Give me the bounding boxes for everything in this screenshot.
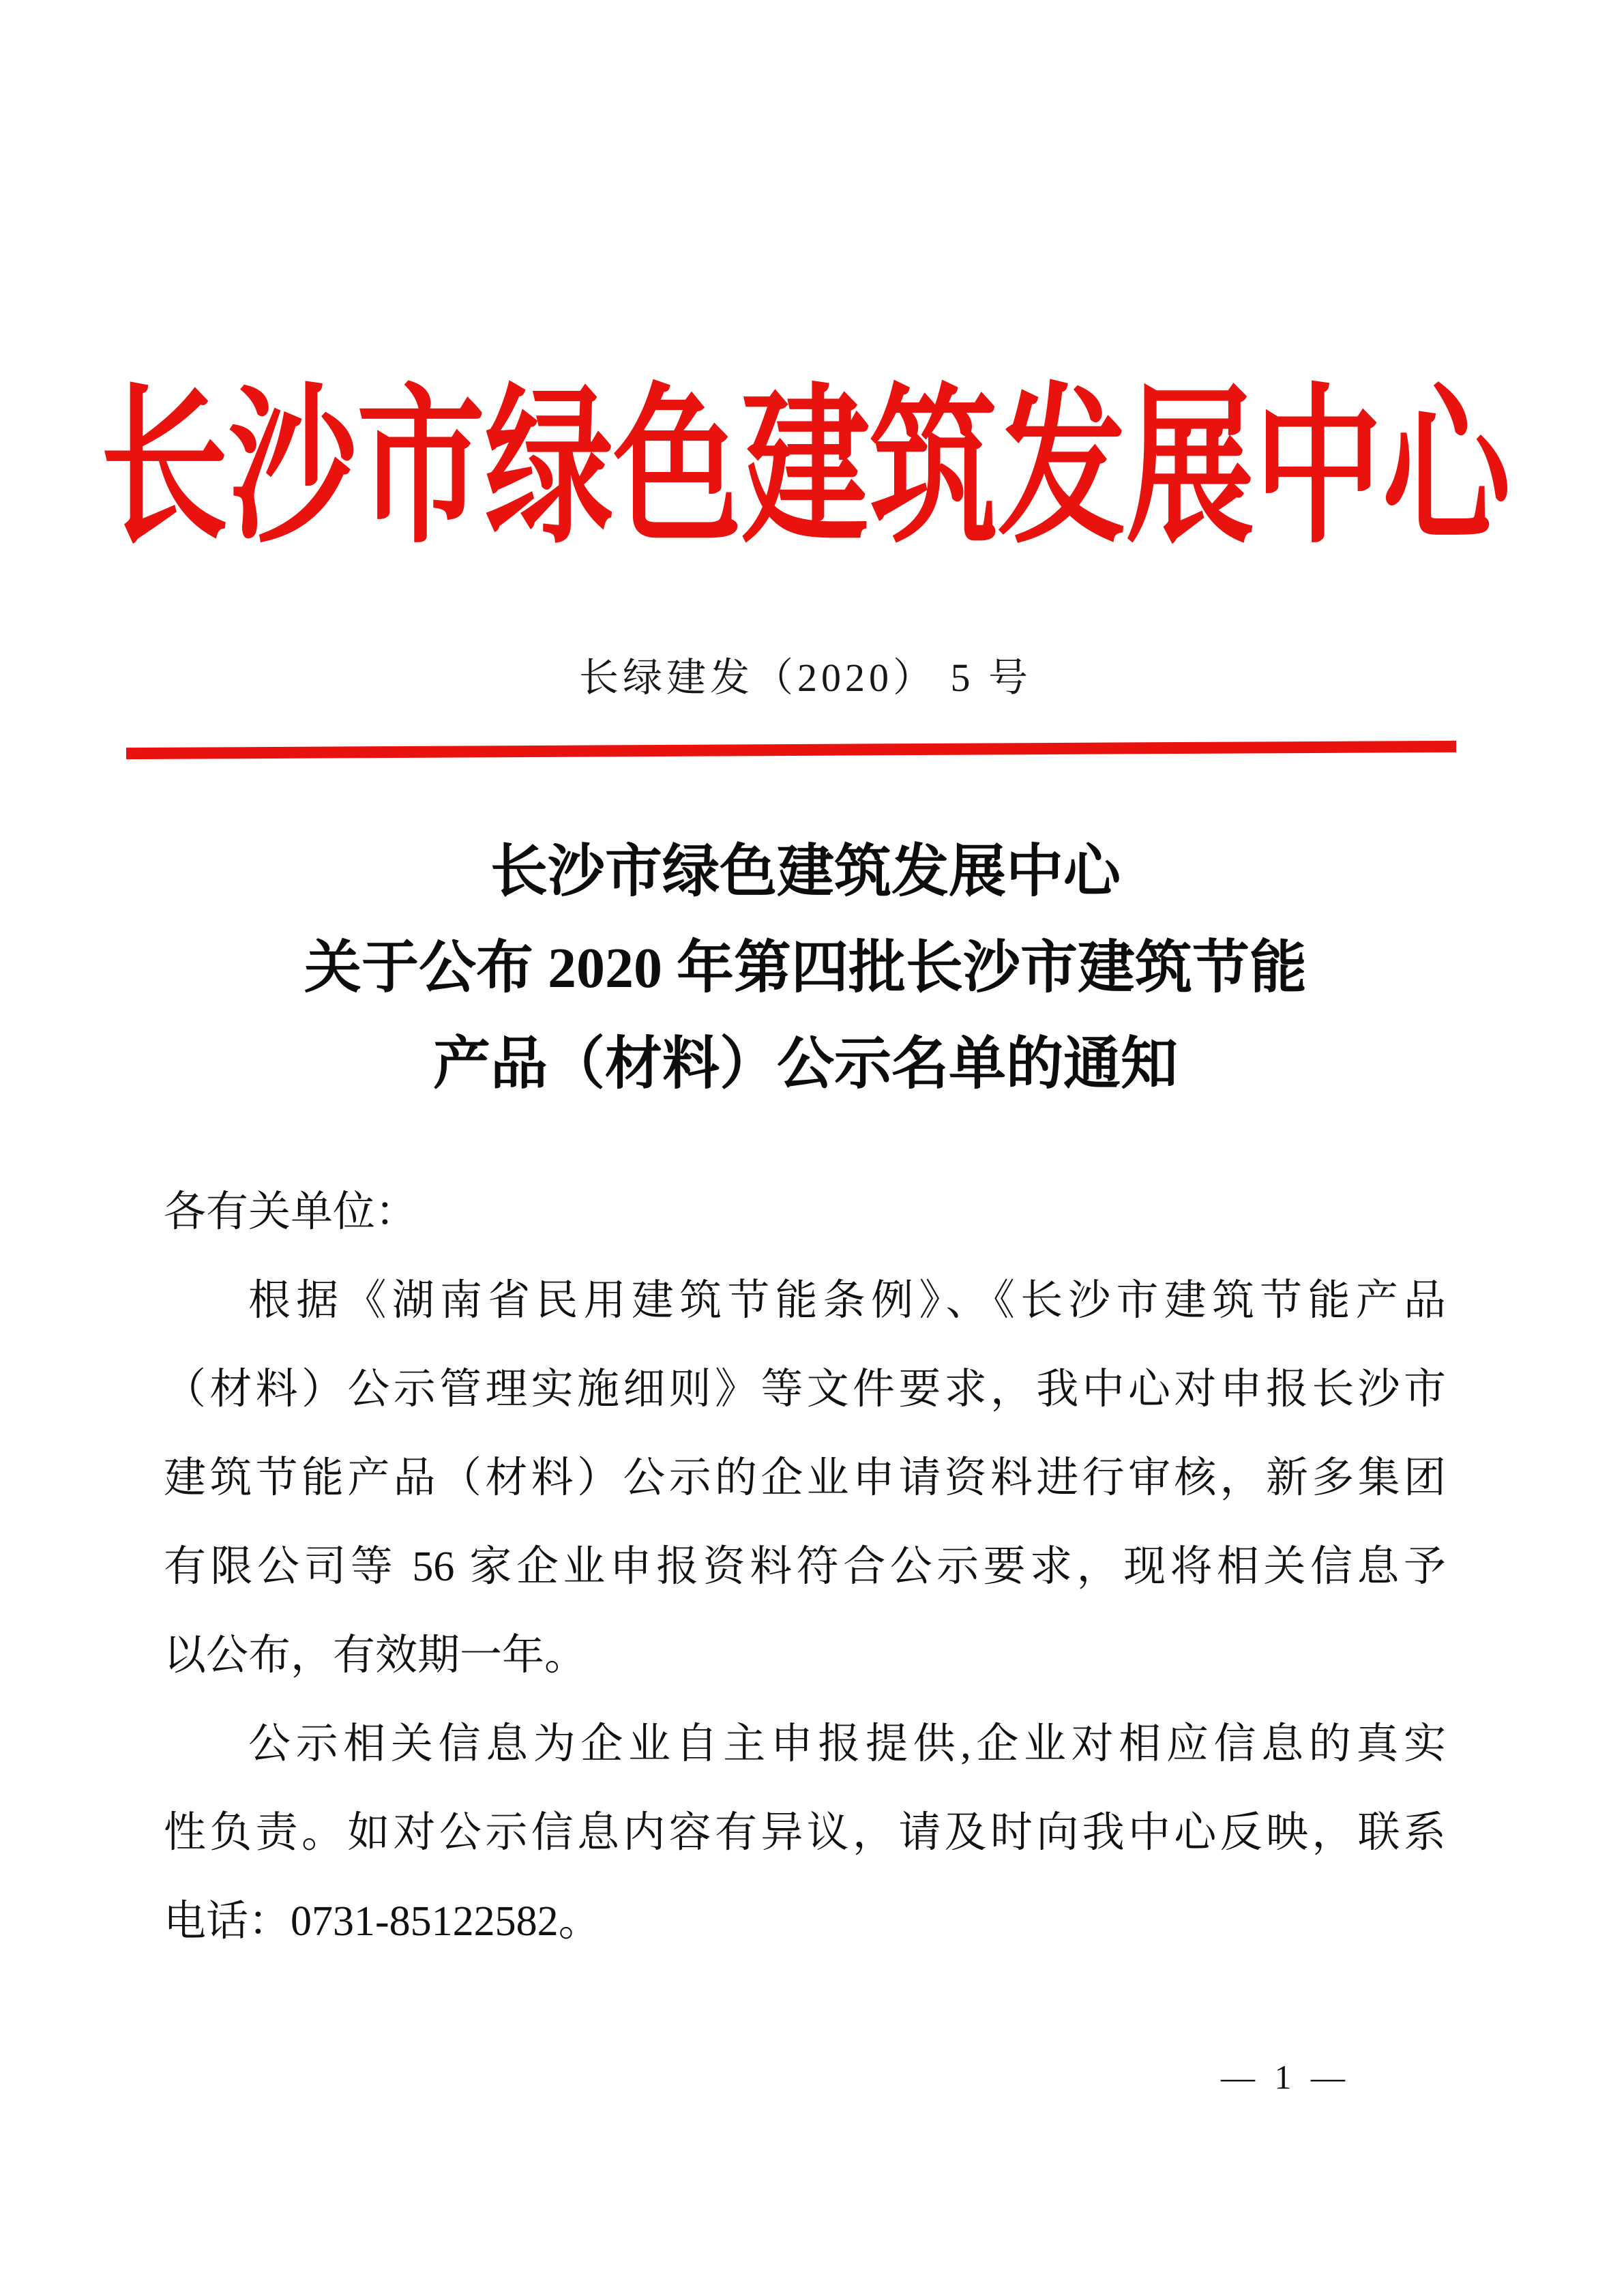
red-divider-line [126,741,1456,759]
paragraph1-line-5: 以公布，有效期一年。 [164,1632,587,1679]
paragraph1-line-2: （材料）公示管理实施细则》等文件要求，我中心对申报长沙市 [164,1366,1446,1413]
paragraph2-line-3: 电话：0731-85122582。 [164,1898,601,1945]
doc-number: 长绿建发（2020） 5 号 [578,656,1032,700]
notice-title-line-1: 长沙市绿色建筑发展中心 [490,840,1121,904]
paragraph1-line-3: 建筑节能产品（材料）公示的企业申请资料进行审核，新多集团 [164,1455,1446,1501]
paragraph1-line-1: 根据《湖南省民用建筑节能条例》、《长沙市建筑节能产品 [248,1278,1446,1324]
paragraph2-line-2: 性负责。如对公示信息内容有异议，请及时向我中心反映，联系 [164,1810,1446,1856]
paragraph1-line-4: 有限公司等 56 家企业申报资料符合公示要求，现将相关信息予 [164,1544,1446,1590]
salutation: 各有关单位： [164,1189,418,1235]
notice-title [0,824,1611,1113]
agency-header: 长沙市绿色建筑发展中心 [100,374,1511,563]
notice-body [164,1168,1446,1966]
page-number: — 1 — [1221,2058,1350,2096]
notice-title-line-3: 产品（材料）公示名单的通知 [432,1033,1178,1096]
paragraph2-line-1: 公示相关信息为企业自主申报提供,企业对相应信息的真实 [248,1721,1446,1767]
notice-title-line-2: 关于公布 2020 年第四批长沙市建筑节能 [304,937,1307,1000]
